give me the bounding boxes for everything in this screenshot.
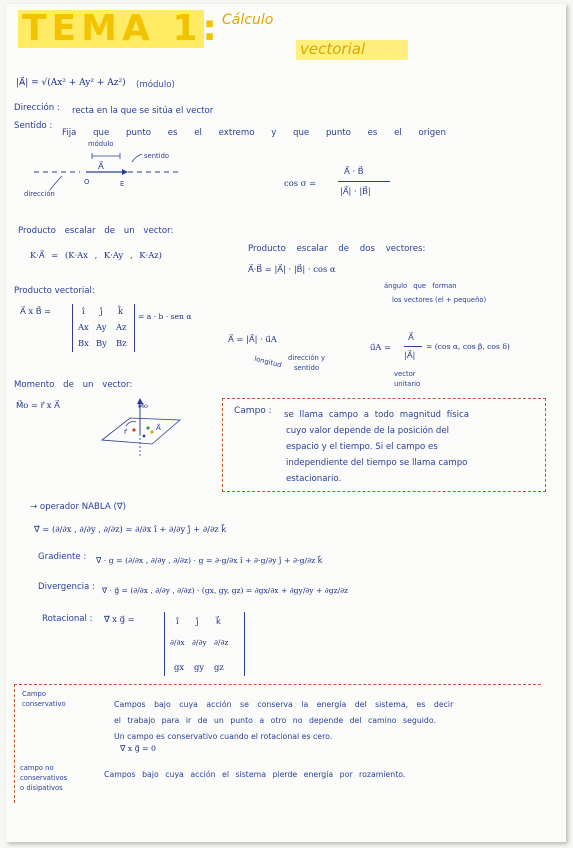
vectorial-lhs: A⃗ x B⃗ = bbox=[20, 306, 52, 316]
campo-line-5: estacionario. bbox=[286, 474, 342, 484]
vectorial-row2-c1: Ax bbox=[78, 322, 89, 332]
unitario-u-note-2: unitario bbox=[394, 380, 421, 388]
gradiente-formula: ∇⃗ · g = (∂/∂x , ∂/∂y , ∂/∂z) · g = ∂·g/∂x î + ∂·g/∂y ĵ + ∂·g/∂z k⃗ bbox=[96, 556, 323, 565]
vectorial-row3-c2: By bbox=[96, 338, 107, 348]
escalar-dos-title: Producto escalar de dos vectores: bbox=[248, 244, 426, 254]
rotacional-matrix-right-bar bbox=[244, 612, 245, 676]
diagram-modulo-label: módulo bbox=[88, 140, 114, 148]
escalar-dos-note-2: los vectores (el + pequeño) bbox=[392, 296, 487, 304]
conservativo-line-2: el trabajo para ir de un punto a otro no depende del camino seguido. bbox=[114, 716, 436, 725]
direccion-label: Dirección : bbox=[14, 103, 60, 113]
rot-row3-c2: gy bbox=[194, 662, 205, 672]
nabla-formula: ∇⃗ = (∂/∂x , ∂/∂y , ∂/∂z) = ∂/∂x î + ∂/∂y ĵ + ∂/∂z k⃗ bbox=[34, 524, 227, 534]
diagram-end-label: E bbox=[120, 180, 125, 188]
no-conservativo-label-3: o disipativos bbox=[20, 784, 63, 792]
escalar-dos-note-1: ángulo que forman bbox=[384, 282, 457, 290]
title-subtitle-2: vectorial bbox=[300, 40, 366, 58]
escalar-vector-formula: K·A⃗ = (K·Ax , K·Ay , K·Az) bbox=[30, 250, 162, 260]
no-conservativo-label-2: conservativos bbox=[20, 774, 68, 782]
direccion-text: recta en la que se sitúa el vector bbox=[72, 106, 214, 116]
rot-row2-c2: ∂/∂y bbox=[192, 638, 207, 647]
unitario-u-note-1: vector bbox=[394, 370, 416, 378]
campo-line-4: independiente del tiempo se llama campo bbox=[286, 458, 468, 468]
rot-row3-c1: gx bbox=[174, 662, 185, 672]
rotacional-matrix-left-bar bbox=[164, 612, 165, 676]
unitario-note-3: longitud bbox=[253, 354, 283, 370]
rotacional-label: Rotacional : bbox=[42, 614, 93, 624]
vectorial-row2-c3: Az bbox=[116, 322, 127, 332]
modulo-formula: |A⃗| = √(Ax² + Ay² + Az²) bbox=[16, 78, 126, 88]
no-conservativo-label-1: campo no bbox=[20, 764, 54, 772]
momento-r-label: r⃗ bbox=[124, 428, 127, 436]
title-subtitle-1: Cálculo bbox=[222, 12, 274, 28]
unitario-formula: A⃗ = |A⃗| · u⃗A bbox=[228, 334, 277, 344]
conservativo-line-4: ∇⃗ x g⃗ = 0 bbox=[120, 744, 156, 753]
vectorial-row1-c1: î bbox=[82, 306, 85, 316]
momento-label: M⃗o bbox=[138, 402, 148, 410]
rot-row2-c3: ∂/∂z bbox=[214, 638, 229, 647]
cos-denominator: |A⃗| · |B⃗| bbox=[340, 186, 371, 196]
unitario-u-denominator: |A⃗| bbox=[404, 350, 416, 360]
diagram-origin-label: O bbox=[84, 178, 90, 186]
nabla-title: → operador NABLA (∇⃗) bbox=[30, 502, 126, 512]
unitario-u-lhs: u⃗A = bbox=[370, 342, 392, 352]
sentido-label: Sentido : bbox=[14, 121, 53, 131]
conservativo-label-1: Campo bbox=[22, 690, 47, 698]
rotacional-lhs: ∇⃗ x g⃗ = bbox=[104, 614, 135, 624]
diagram-sentido-label: sentido bbox=[144, 152, 170, 160]
divergencia-formula: ∇⃗ · g⃗ = (∂/∂x , ∂/∂y , ∂/∂z) · (gx, gy, gz) = ∂gx/∂x + ∂gy/∂y + ∂gz/∂z bbox=[102, 586, 349, 595]
vectorial-row1-c3: k̂ bbox=[118, 306, 124, 316]
rot-row1-c3: k⃗ bbox=[216, 616, 221, 626]
vectorial-row1-c2: ĵ bbox=[100, 306, 103, 316]
vectorial-title: Producto vectorial: bbox=[14, 286, 95, 296]
escalar-vector-title: Producto escalar de un vector: bbox=[18, 226, 174, 236]
campo-line-1: se llama campo a todo magnitud física bbox=[284, 410, 469, 420]
rot-row2-c1: ∂/∂x bbox=[170, 638, 185, 647]
momento-title: Momento de un vector: bbox=[14, 380, 133, 390]
rot-row1-c1: î bbox=[176, 616, 179, 626]
diagram-direccion-label: dirección bbox=[24, 190, 55, 198]
rot-row1-c2: ĵ bbox=[196, 616, 199, 626]
vectorial-matrix-left-bar bbox=[72, 304, 73, 352]
campo-line-2: cuyo valor depende de la posición del bbox=[286, 426, 450, 436]
cos-lhs: cos σ = bbox=[284, 178, 317, 188]
vectorial-matrix-right-bar bbox=[134, 304, 135, 352]
cos-numerator: A⃗ · B⃗ bbox=[344, 166, 364, 176]
unitario-note-1: dirección y bbox=[288, 354, 326, 362]
unitario-u-rhs: = (cos α, cos β, cos δ) bbox=[426, 342, 510, 351]
campo-label: Campo : bbox=[234, 406, 272, 416]
gradiente-label: Gradiente : bbox=[38, 552, 87, 562]
conservativo-line-1: Campos bajo cuya acción se conserva la energía del sistema, es decir bbox=[114, 700, 454, 709]
conservativo-line-3: Un campo es conservativo cuando el rotacional es cero. bbox=[114, 732, 333, 741]
unitario-u-numerator: A⃗ bbox=[408, 332, 414, 342]
modulo-note: (módulo) bbox=[136, 80, 175, 90]
momento-formula: M⃗o = r⃗ x A⃗ bbox=[16, 400, 60, 410]
vectorial-row3-c1: Bx bbox=[78, 338, 89, 348]
vectorial-row3-c3: Bz bbox=[116, 338, 127, 348]
conservativo-label-2: conservativo bbox=[22, 700, 66, 708]
diagram-vector-label: A⃗ bbox=[98, 161, 104, 171]
vectorial-rhs: = a · b · sen α bbox=[138, 312, 192, 321]
rot-row3-c3: gz bbox=[214, 662, 224, 672]
page-title: TEMA 1: bbox=[22, 8, 222, 49]
unitario-note-2: sentido bbox=[294, 364, 320, 372]
unitario-fraction-bar bbox=[404, 346, 422, 347]
no-conservativo-text: Campos bajo cuya acción el sistema pierde energía por rozamiento. bbox=[104, 770, 406, 779]
vectorial-row2-c2: Ay bbox=[96, 322, 107, 332]
campo-line-3: espacio y el tiempo. Si el campo es bbox=[286, 442, 438, 452]
cos-fraction-bar bbox=[338, 181, 390, 182]
divergencia-label: Divergencia : bbox=[38, 582, 95, 592]
escalar-dos-formula: A⃗·B⃗ = |A⃗| · |B⃗| · cos α bbox=[248, 264, 336, 274]
sentido-text: Fija que punto es el extremo y que punto es el origen bbox=[62, 128, 446, 138]
momento-a-label: A⃗ bbox=[156, 424, 161, 432]
